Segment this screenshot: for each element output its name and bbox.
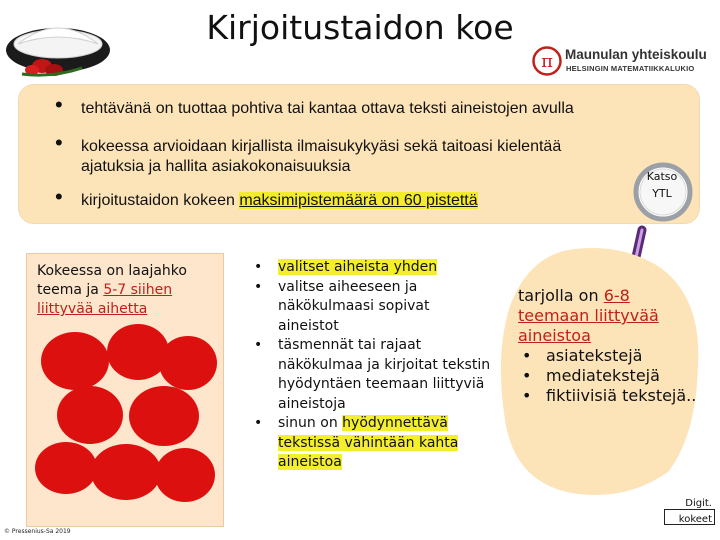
topic-blob xyxy=(57,386,123,444)
digit-exams-link[interactable]: Digit. kokeet xyxy=(678,498,712,525)
left-panel-text: Kokeessa on laajahko teema ja 5-7 siihen liittyvää aihetta xyxy=(37,263,187,317)
top-bullet-2: • kokeessa arvioidaan kirjallista ilmaisukykyäsi sekä taitoasi kielentää ajatuksia ja hallita asiakokonaisuuksia xyxy=(55,130,562,175)
list-item: • sinun on hyödynnettävä tekstissä vähintään kahta aineistoa xyxy=(254,415,459,470)
list-item: • valitset aiheista yhden xyxy=(254,259,438,275)
pi-logo-icon xyxy=(532,46,562,76)
materials-count-link: 6-8 teemaan liittyvää aineistoa xyxy=(518,286,659,345)
top-bullet-3: • kirjoitustaidon kokeen maksimipistemäärä on 60 pistettä xyxy=(55,184,478,209)
topic-blob xyxy=(155,448,215,502)
slide-title: Kirjoitustaidon koe xyxy=(206,8,514,47)
topic-blob xyxy=(159,336,217,390)
copyright-text: © Pressenius-Sa 2019 xyxy=(4,528,71,535)
left-theme-panel xyxy=(26,253,224,527)
topic-blob xyxy=(35,442,97,494)
list-item: • täsmennät tai rajaat näkökulmaa ja kirjoitat tekstin hyödyntäen teemaan liittyviä aineistoja xyxy=(254,337,491,412)
top-bullet-1: • tehtävänä on tuottaa pohtiva tai kantaa ottava teksti aineistojen avulla xyxy=(55,92,574,117)
list-item: • fiktiivisiä tekstejä.. xyxy=(522,386,697,405)
school-logo xyxy=(530,44,720,78)
magnifier-label[interactable]: Katso YTL xyxy=(646,170,678,200)
graduation-cap-icon xyxy=(2,4,114,84)
topic-count-link: 5-7 siihen xyxy=(103,282,173,298)
logo-school-name: Maunulan yhteiskoulu xyxy=(565,47,707,62)
list-item: • asiatekstejä xyxy=(522,346,643,365)
materials-panel-text: tarjolla on 6-8 teemaan liittyvää aineistoa • asiatekstejä • mediatekstejä • fiktiivisiä tekstejä.. xyxy=(518,286,697,405)
max-points-highlight: maksimipistemäärä on 60 pistettä xyxy=(239,192,478,209)
steps-list xyxy=(252,258,492,473)
logo-subtitle: HELSINGIN MATEMATIIKKALUKIO xyxy=(566,64,695,73)
topic-blob xyxy=(91,444,161,500)
topics-link: liittyvää aihetta xyxy=(37,301,148,317)
svg-text:π: π xyxy=(541,51,553,72)
topic-blob xyxy=(129,386,199,446)
list-item: • mediatekstejä xyxy=(522,366,660,385)
topic-blob xyxy=(41,332,109,390)
list-item: • valitse aiheeseen ja näkökulmaasi sopivat aineistot xyxy=(254,278,430,334)
